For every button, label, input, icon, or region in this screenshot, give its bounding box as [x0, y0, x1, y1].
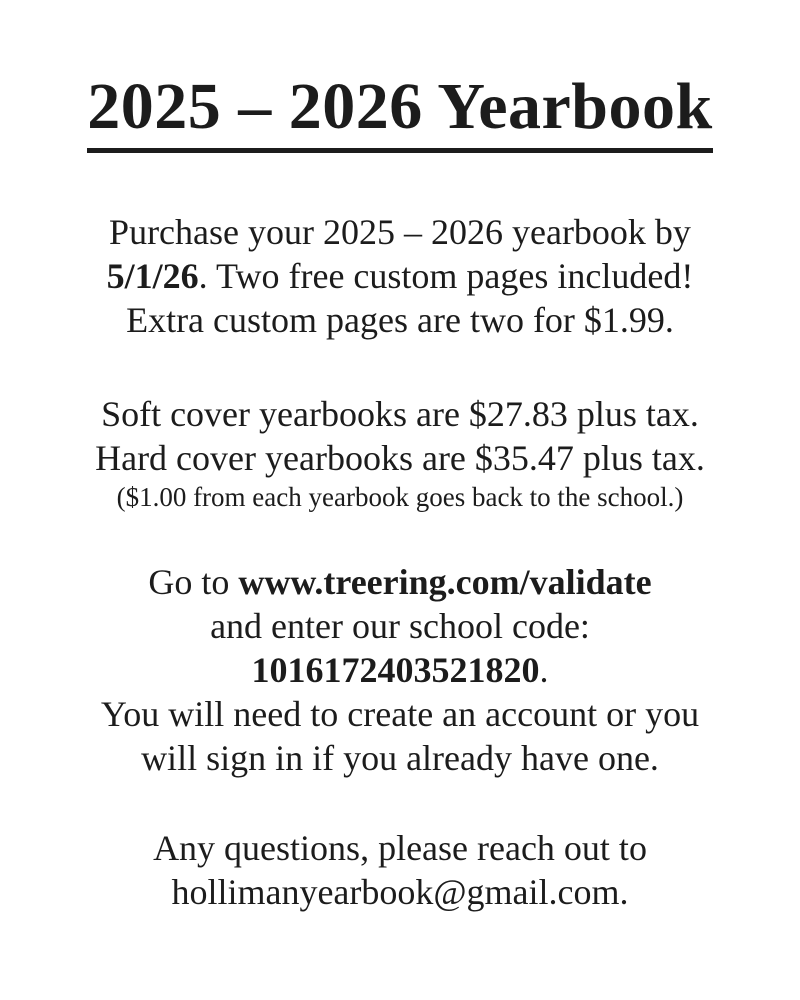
- purchase-line-1: Purchase your 2025 – 2026 yearbook by: [109, 212, 691, 252]
- purchase-line-2-text: . Two free custom pages included!: [198, 256, 694, 296]
- soft-cover-price: Soft cover yearbooks are $27.83 plus tax.: [101, 394, 699, 434]
- purchase-section: [0, 210, 800, 342]
- school-donation-note: ($1.00 from each yearbook goes back to the school.): [116, 482, 684, 512]
- contact-line-1: Any questions, please reach out to: [153, 828, 647, 868]
- prices-section: [0, 392, 800, 514]
- title-container: [0, 70, 800, 153]
- enter-code-text: and enter our school code:: [210, 606, 590, 646]
- contact-email: hollimanyearbook@gmail.com.: [171, 872, 629, 912]
- page-title: 2025 – 2026 Yearbook: [87, 70, 712, 153]
- validate-section: [0, 560, 800, 780]
- hard-cover-price: Hard cover yearbooks are $35.47 plus tax.: [95, 438, 705, 478]
- go-to-text: Go to: [148, 562, 239, 602]
- contact-section: [0, 826, 800, 914]
- validate-line-1: [0, 560, 800, 604]
- school-code-line: [0, 648, 800, 692]
- account-line-2: will sign in if you already have one.: [141, 738, 659, 778]
- school-code-period: .: [539, 650, 549, 690]
- purchase-line-2: [0, 254, 800, 298]
- purchase-line-3: Extra custom pages are two for $1.99.: [126, 300, 674, 340]
- purchase-deadline: 5/1/26: [106, 256, 199, 296]
- validate-url: www.treering.com/validate: [238, 562, 652, 602]
- account-line-1: You will need to create an account or you: [100, 694, 700, 734]
- school-code: 1016172403521820: [251, 650, 540, 690]
